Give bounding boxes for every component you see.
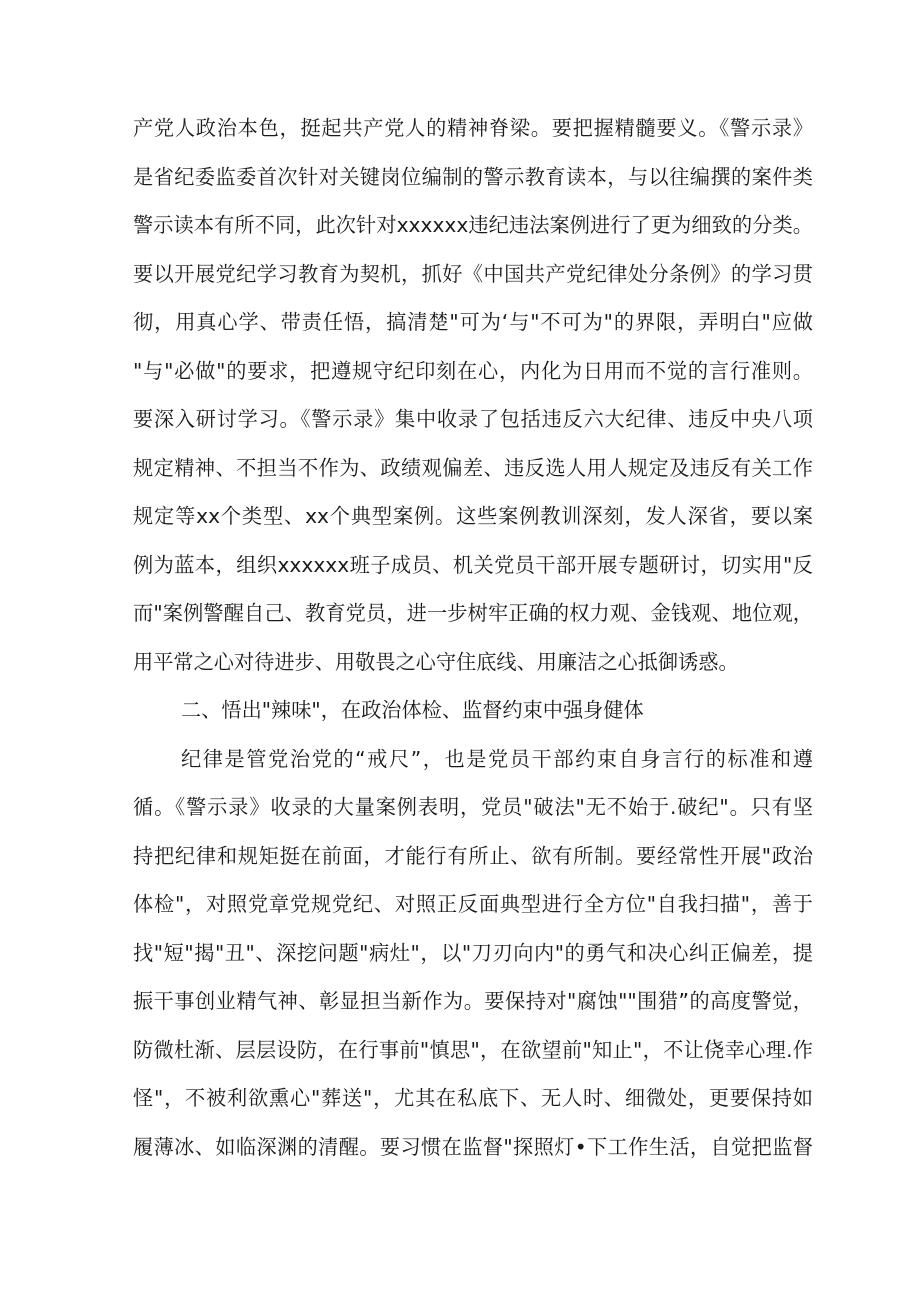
text-line: 而"案例警醒自己、教育党员，进一步树牢正确的权力观、金钱观、地位观，: [133, 601, 813, 625]
text-line: 规定等xx个类型、xx个典型案例。这些案例教训深刻，发人深省，要以案: [133, 504, 813, 528]
text-line: 体检"，对照党章党规党纪、对照正反面典型进行全方位"自我扫描"，善于: [133, 892, 813, 916]
text-line: 彻，用真心学、带责任悟，搞清楚"可为‘与"不可为"的界限，弄明白"应做: [133, 310, 814, 334]
text-line: 找"短"揭"丑"、深挖问题"病灶"，以"刀刃向内"的勇气和决心纠正偏差，提: [133, 940, 813, 965]
text-line: 是省纪委监委首次针对关键岗位编制的警示教育读本，与以往编撰的案件类: [133, 164, 813, 189]
text-line: 产党人政治本色，挺起共产党人的精神脊梁。要把握精髓要义。《警示录》: [133, 116, 813, 140]
text-line: 用平常之心对待进步、用敬畏之心守住底线、用廉洁之心抵御诱惑。: [133, 649, 739, 674]
text-line: 要深入研讨学习。《警示录》集中收录了包括违反六大纪律、违反中央八项: [133, 407, 813, 431]
text-line: 规定精神、不担当不作为、政绩观偏差、违反选人用人规定及违反有关工作: [133, 455, 813, 480]
text-line: 防微杜渐、层层设防，在行事前"慎思"，在欲望前"知止"，不让侥幸心理.作: [133, 1037, 813, 1062]
text-line: 纪律是管党治党的“戒尺”，也是党员干部约束自身言行的标准和遵: [181, 746, 813, 771]
text-line: 二、悟出"辣味"，在政治体检、监督约束中强身健体: [181, 698, 644, 722]
text-line: 怪"，不被利欲熏心"葬送"，尤其在私底下、无人时、细微处，更要保持如: [133, 1086, 813, 1110]
text-line: 持把纪律和规矩挺在前面，才能行有所止、欲有所制。要经常性开展"政治: [133, 843, 813, 868]
text-line: 履薄冰、如临深渊的清醒。要习惯在监督"探照灯•下工作生活，自觉把监督: [133, 1134, 813, 1159]
text-line: 振干事创业精气神、彰显担当新作为。要保持对"腐蚀""围猎”的高度警觉，: [133, 989, 813, 1013]
text-line: 例为蓝本，组织xxxxxx班子成员、机关党员干部开展专题研讨，切实用"反: [133, 552, 813, 577]
document-body-text: [133, 104, 813, 1171]
text-line: "与"必做"的要求，把遵规守纪印刻在心，内化为日用而不觉的言行准则。: [133, 358, 813, 383]
text-line: 警示读本有所不同，此次针对xxxxxx违纪违法案例进行了更为细致的分类。: [133, 213, 813, 237]
text-line: 要以开展党纪学习教育为契机，抓好《中国共产党纪律处分条例》的学习贯: [133, 261, 813, 286]
text-line: 循。《警示录》收录的大量案例表明，党员"破法"无不始于.破纪"。只有坚: [133, 795, 813, 819]
